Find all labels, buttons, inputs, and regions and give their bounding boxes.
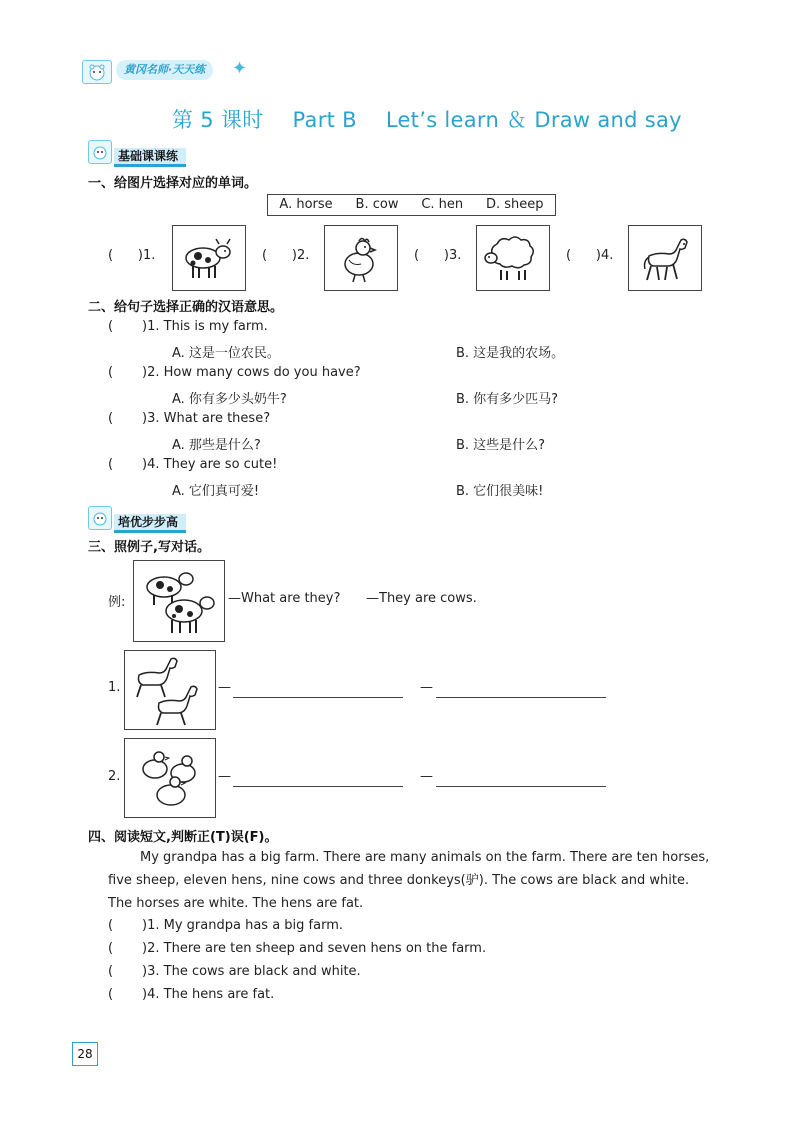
q2-option-b: B. 这些是什么?	[456, 438, 546, 453]
option-c: C. hen	[421, 197, 464, 212]
q4-item: ( )1. My grandpa has a big farm.	[108, 918, 343, 933]
answer-blank[interactable]: (	[108, 964, 114, 979]
q2-option-b: B. 你有多少匹马?	[456, 392, 559, 407]
q3-heading: 三、照例子,写对话。	[88, 540, 210, 555]
q4-item: ( )3. The cows are black and white.	[108, 964, 361, 979]
example-question: —What are they?	[228, 591, 341, 606]
q2-item: ( )2. How many cows do you have?	[108, 365, 361, 380]
q2-option-a: A. 这是一位农民。	[172, 346, 280, 361]
horses-icon	[125, 651, 215, 729]
answer-blank[interactable]: (	[108, 411, 114, 426]
hens-icon	[125, 739, 215, 817]
brand-header	[82, 58, 252, 84]
mascot-icon	[88, 506, 112, 530]
cow-picture	[172, 225, 246, 291]
answer-blank[interactable]: (	[108, 941, 114, 956]
mascot-icon	[88, 140, 112, 164]
q2-item: ( )3. What are these?	[108, 411, 271, 426]
q2-item: ( )1. This is my farm.	[108, 319, 268, 334]
cows-icon	[134, 561, 224, 641]
hen-picture	[324, 225, 398, 291]
q1-heading: 一、给图片选择对应的单词。	[88, 176, 258, 191]
hens-picture	[124, 738, 216, 818]
dash: —	[420, 769, 433, 784]
q2-option-b: B. 它们很美味!	[456, 484, 544, 499]
lesson-part: Part B	[292, 108, 357, 132]
q2-option-a: A. 那些是什么?	[172, 438, 261, 453]
section-label: 基础课课练	[114, 148, 186, 167]
horse-icon	[629, 226, 701, 290]
answer-line-question[interactable]	[233, 697, 403, 698]
cows-picture	[133, 560, 225, 642]
q2-heading: 二、给句子选择正确的汉语意思。	[88, 300, 284, 315]
dash: —	[218, 769, 231, 784]
q2-option-a: A. 你有多少头奶牛?	[172, 392, 287, 407]
lesson-topic: Let’s learn ＆ Draw and say	[385, 108, 682, 132]
passage-line-2: five sheep, eleven hens, nine cows and three donkeys(驴). The cows are black and white.	[108, 873, 690, 888]
answer-blank[interactable]: ( )4.	[566, 248, 614, 263]
example-answer: —They are cows.	[366, 591, 477, 606]
option-b: B. cow	[355, 197, 399, 212]
answer-blank[interactable]: (	[108, 319, 114, 334]
lesson-number: 第 5 课时	[172, 108, 264, 132]
page-number: 28	[72, 1042, 98, 1066]
answer-line-answer[interactable]	[436, 697, 606, 698]
q4-item: ( )2. There are ten sheep and seven hens on the farm.	[108, 941, 487, 956]
q4-item: ( )4. The hens are fat.	[108, 987, 275, 1002]
q3-item-number: 2.	[108, 769, 121, 784]
hen-icon	[325, 226, 397, 290]
cow-icon	[173, 226, 245, 290]
answer-blank[interactable]: (	[108, 987, 114, 1002]
answer-blank[interactable]: (	[108, 365, 114, 380]
q4-heading: 四、阅读短文,判断正(T)误(F)。	[88, 830, 278, 845]
q3-item-number: 1.	[108, 680, 121, 695]
sheep-icon	[477, 226, 549, 290]
q2-option-b: B. 这是我的农场。	[456, 346, 565, 361]
advanced-section-badge	[88, 512, 218, 534]
lesson-title	[172, 104, 682, 134]
dash: —	[218, 680, 231, 695]
answer-blank[interactable]: ( )2.	[262, 248, 310, 263]
mascot-icon	[82, 60, 112, 84]
answer-blank[interactable]: (	[108, 457, 114, 472]
example-label: 例:	[108, 595, 126, 610]
dash: —	[420, 680, 433, 695]
passage-line-1: My grandpa has a big farm. There are many animals on the farm. There are ten horses,	[140, 850, 710, 865]
horses-picture	[124, 650, 216, 730]
word-options-box	[267, 194, 556, 216]
answer-blank[interactable]: (	[108, 918, 114, 933]
option-a: A. horse	[279, 197, 333, 212]
passage-line-3: The horses are white. The hens are fat.	[108, 896, 364, 911]
basic-section-badge	[88, 146, 218, 168]
q2-option-a: A. 它们真可爱!	[172, 484, 260, 499]
section-label: 培优步步高	[114, 514, 186, 533]
q2-item: ( )4. They are so cute!	[108, 457, 278, 472]
horse-picture	[628, 225, 702, 291]
star-icon: ✦	[232, 58, 248, 79]
answer-line-answer[interactable]	[436, 786, 606, 787]
answer-blank[interactable]: ( )3.	[414, 248, 462, 263]
brand-text: 黄冈名师·天天练	[116, 60, 213, 80]
sheep-picture	[476, 225, 550, 291]
answer-blank[interactable]: ( )1.	[108, 248, 156, 263]
answer-line-question[interactable]	[233, 786, 403, 787]
option-d: D. sheep	[486, 197, 544, 212]
